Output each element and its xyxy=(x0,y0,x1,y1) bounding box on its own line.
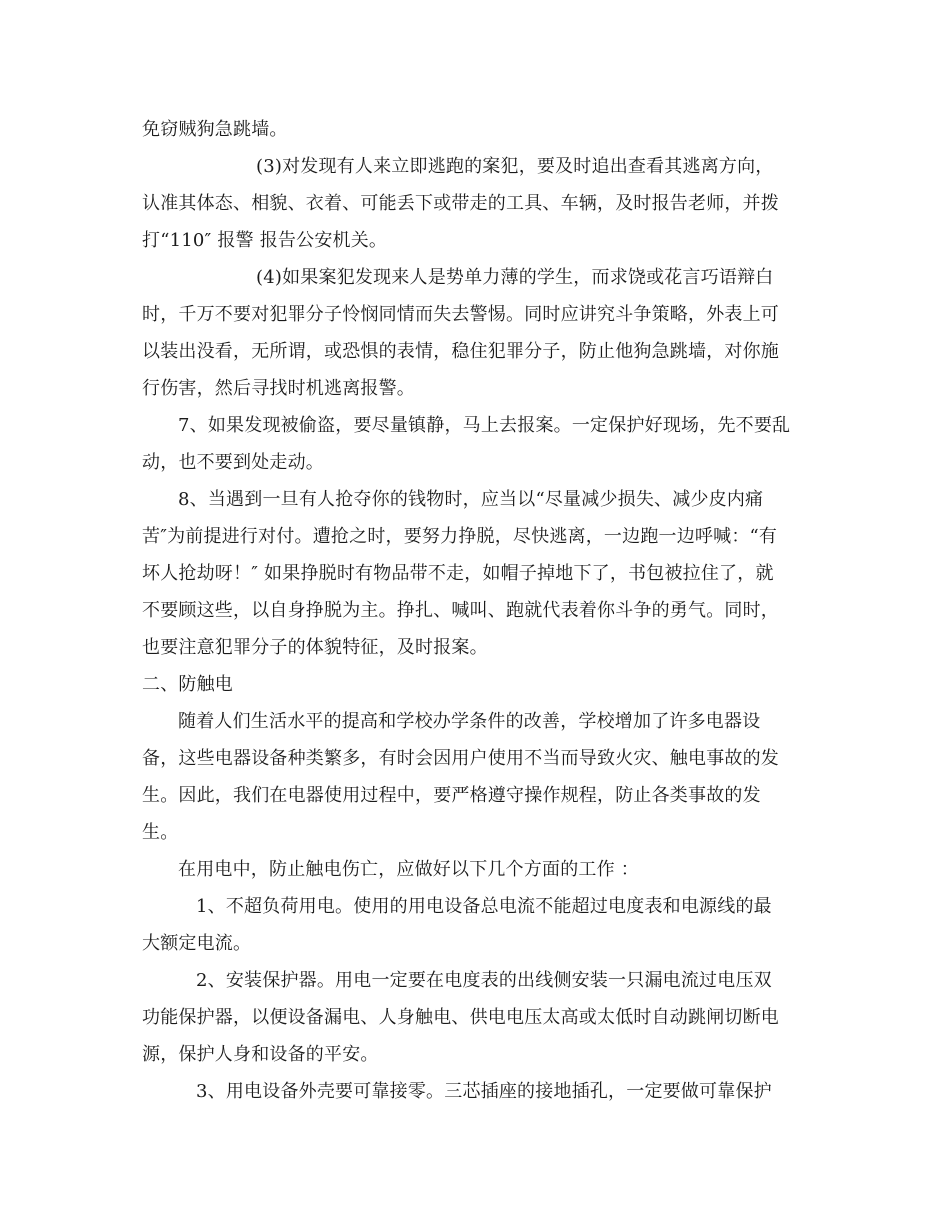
text-line-3: 认准其体态、相貌、衣着、可能丢下或带走的工具、车辆，及时报告老师，并拨 xyxy=(142,193,779,214)
text-line-1: 免窃贼狗急跳墙。 xyxy=(142,119,288,140)
text-line-4: 打“110″ 报警 报告公安机关。 xyxy=(142,230,388,251)
text-line-15: 也要注意犯罪分子的体貌特征，及时报案。 xyxy=(142,637,488,658)
text-line-20: 生。 xyxy=(142,822,179,843)
text-line-6: 时，千万不要对犯罪分子怜悯同情而失去警惕。同时应讲究斗争策略，外表上可 xyxy=(142,304,779,325)
text-line-11: 8、当遇到一旦有人抢夺你的钱物时，应当以“尽量减少损失、减少皮内痛 xyxy=(178,489,764,510)
text-line-22: 1、不超负荷用电。使用的用电设备总电流不能超过电度表和电源线的最 xyxy=(196,896,772,917)
text-line-27: 3、用电设备外壳要可靠接零。三芯插座的接地插孔，一定要做可靠保护 xyxy=(196,1081,772,1102)
section-heading: 二、防触电 xyxy=(142,674,233,695)
text-line-25: 功能保护器，以便设备漏电、人身触电、供电电压太高或太低时自动跳闸切断电 xyxy=(142,1007,779,1028)
text-line-12: 苦″为前提进行对付。遭抢之时，要努力挣脱，尽快逃离，一边跑一边呼喊：“有 xyxy=(142,526,778,547)
text-line-18: 备，这些电器设备种类繁多，有时会因用户使用不当而导致火灾、触电事故的发 xyxy=(142,748,779,769)
text-line-14: 不要顾这些，以自身挣脱为主。挣扎、喊叫、跑就代表着你斗争的勇气。同时， xyxy=(142,600,779,621)
text-line-19: 生。因此，我们在电器使用过程中，要严格遵守操作规程，防止各类事故的发 xyxy=(142,785,761,806)
text-line-13: 坏人抢劫呀！″ 如果挣脱时有物品带不走，如帽子掉地下了，书包被拉住了，就 xyxy=(142,563,774,584)
text-line-8: 行伤害，然后寻找时机逃离报警。 xyxy=(142,378,415,399)
text-line-10: 动，也不要到处走动。 xyxy=(142,452,324,473)
text-line-24: 2、安装保护器。用电一定要在电度表的出线侧安装一只漏电流过电压双 xyxy=(196,970,772,991)
text-line-7: 以装出没看，无所谓，或恐惧的表情，稳住犯罪分子，防止他狗急跳墙，对你施 xyxy=(142,341,779,362)
text-line-21: 在用电中，防止触电伤亡，应做好以下几个方面的工作 ： xyxy=(178,859,639,880)
text-line-2: (3)对发现有人来立即逃跑的案犯，要及时追出查看其逃离方向， xyxy=(256,156,774,177)
text-line-23: 大额定电流。 xyxy=(142,933,252,954)
text-line-9: 7、如果发现被偷盗，要尽量镇静，马上去报案。一定保护好现场，先不要乱 xyxy=(178,415,791,436)
text-line-17: 随着人们生活水平的提高和学校办学条件的改善，学校增加了许多电器设 xyxy=(178,711,761,732)
text-line-5: (4)如果案犯发现来人是势单力薄的学生，而求饶或花言巧语辩白 xyxy=(256,267,774,288)
text-line-26: 源，保护人身和设备的平安。 xyxy=(142,1044,379,1065)
